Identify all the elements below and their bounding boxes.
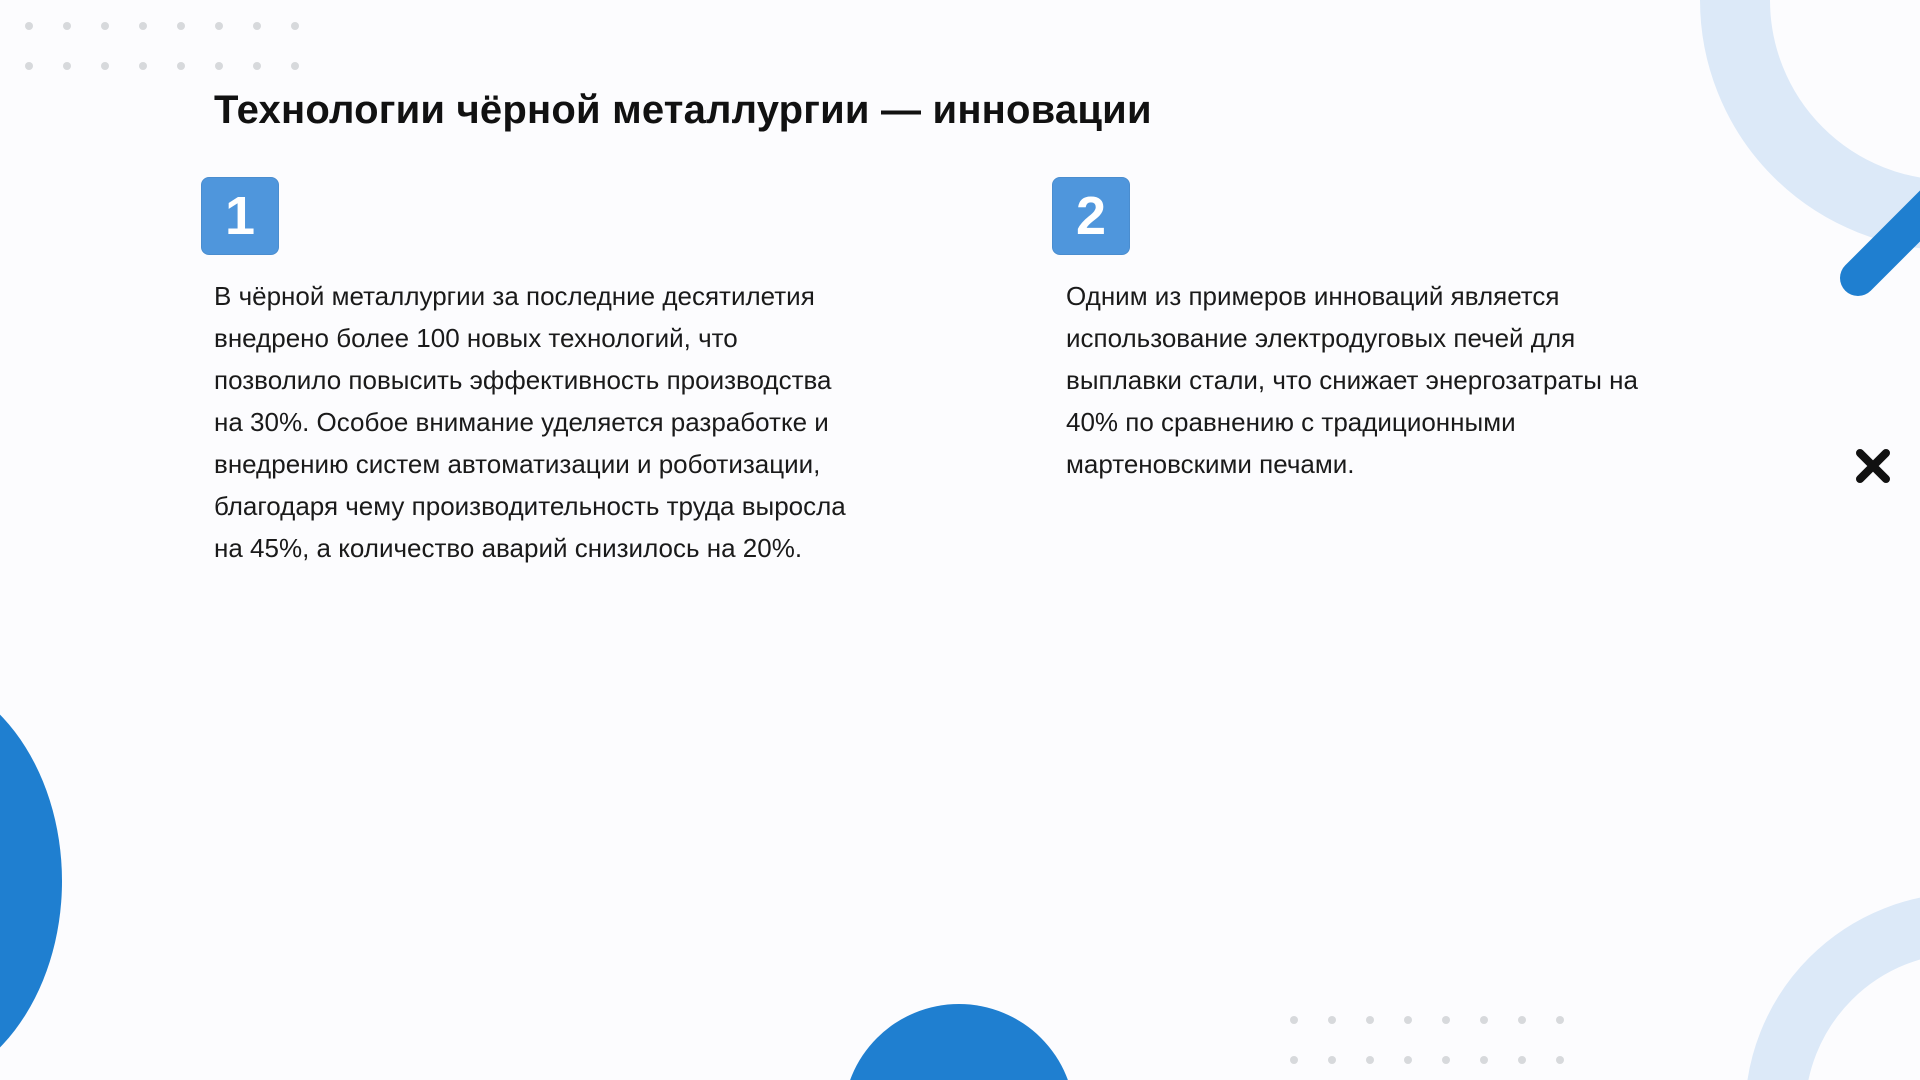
dot-grid-decoration <box>1290 1016 1564 1064</box>
dot-grid-decoration <box>25 22 299 70</box>
item-2-text: Одним из примеров инноваций является использование электродуговых печей для выплавки стали, что снижает энергозатраты на 40% по сравнению с традиционными мартеновскими печами. <box>1066 281 1638 479</box>
slide-title: Технологии чёрной металлургии — инновации <box>214 88 1152 132</box>
item-1-text: В чёрной металлургии за последние десятилетия внедрено более 100 новых технологий, что позволило повысить эффективность производства на 30%. Особое внимание уделяется разработке и внедрению систем автоматизации и роботизации, благодаря чему производительность труда выросла на 45%, а количество аварий снизилось на 20%. <box>214 281 846 563</box>
semicircle-decoration <box>843 1004 1075 1080</box>
close-icon[interactable] <box>1853 446 1893 486</box>
ring-decoration <box>1700 0 1920 250</box>
number-badge-1: 1 <box>201 177 279 255</box>
circle-decoration <box>0 670 62 1080</box>
ring-decoration <box>1745 893 1920 1080</box>
number-badge-2: 2 <box>1052 177 1130 255</box>
